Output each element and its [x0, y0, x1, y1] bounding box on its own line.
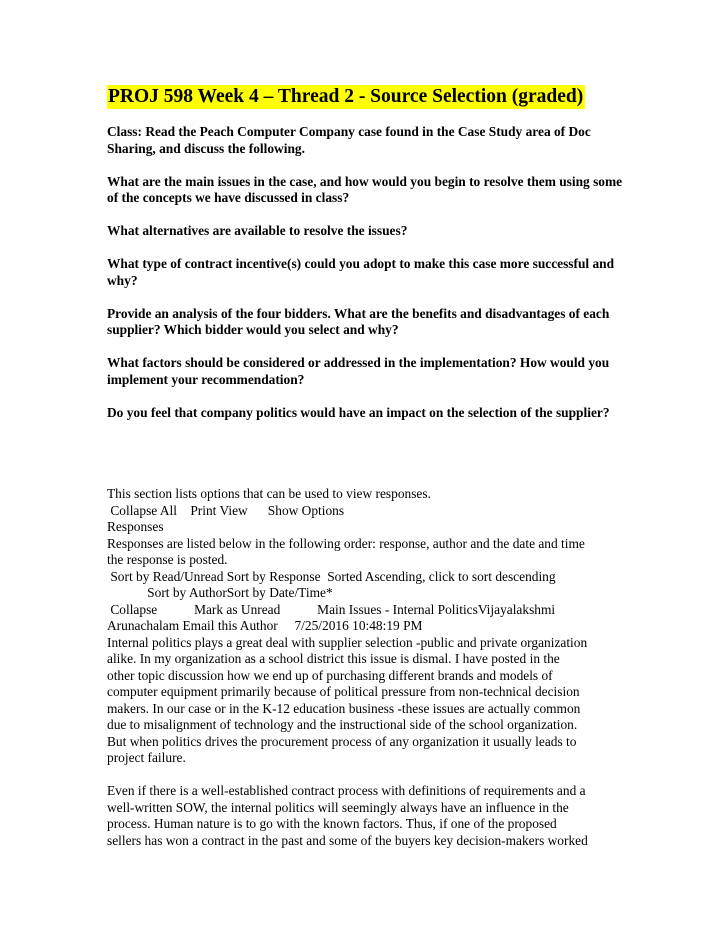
- title-block: [107, 85, 585, 109]
- sort-options-row: [107, 569, 627, 586]
- question-main-issues: What are the main issues in the case, and how would you begin to resolve them using some of the concepts we have discussed in class?: [107, 173, 623, 205]
- email-author-link[interactable]: Email this Author: [182, 618, 278, 633]
- body-line: But when politics drives the procurement process of any organization it usually leads to: [107, 733, 577, 749]
- sort-response-link[interactable]: Sort by Response: [226, 568, 321, 584]
- sort-date-time-link[interactable]: Sort by Date/Time*: [226, 585, 333, 600]
- post-subject-author: Main Issues - Internal PoliticsVijayalakshmi: [317, 601, 556, 617]
- post-body-paragraph-2: [107, 783, 627, 849]
- question-implementation: What factors should be considered or addressed in the implementation? How would you implement your recommendation?: [107, 355, 610, 387]
- post-collapse-link[interactable]: Collapse: [110, 601, 158, 617]
- body-line: other topic discussion how we end up of purchasing different brands and models of: [107, 667, 553, 683]
- post-meta-row: [107, 618, 627, 635]
- responses-section: [107, 486, 627, 849]
- body-line: process. Human nature is to go with the known factors. Thus, if one of the proposed: [107, 816, 557, 831]
- responses-order-note: Responses are listed below in the following order: response, author and the date and time: [107, 535, 585, 551]
- responses-order-note-cont: the response is posted.: [107, 552, 228, 567]
- show-options-link[interactable]: Show Options: [267, 502, 345, 518]
- question-contract-incentive: What type of contract incentive(s) could you adopt to make this case more successful and why?: [107, 256, 615, 288]
- sort-options-row-2: [107, 585, 627, 602]
- sorted-ascending-link[interactable]: Sorted Ascending, click to sort descending: [327, 568, 556, 584]
- mark-unread-link[interactable]: Mark as Unread: [194, 601, 281, 617]
- print-view-link[interactable]: Print View: [190, 502, 248, 518]
- body-line: project failure.: [107, 750, 186, 765]
- post-header-row: [107, 602, 627, 619]
- body-line: well-written SOW, the internal politics will seemingly always have an influence in the: [107, 799, 569, 815]
- post-timestamp: 7/25/2016 10:48:19 PM: [294, 618, 423, 633]
- responses-intro: This section lists options that can be used to view responses.: [107, 486, 431, 501]
- sort-author-link[interactable]: Sort by Author: [147, 585, 227, 600]
- question-alternatives: What alternatives are available to resolve the issues?: [107, 223, 408, 238]
- paragraph-spacer: [107, 767, 627, 784]
- collapse-all-link[interactable]: Collapse All: [110, 502, 177, 518]
- question-bidders-analysis: Provide an analysis of the four bidders. What are the benefits and disadvantages of each supplier? Which bidder would you select and why?: [107, 305, 610, 337]
- post-body-paragraph-1: [107, 635, 627, 767]
- body-line: makers. In our case or in the K-12 education business -these issues are actually common: [107, 700, 581, 716]
- post-author-name: Arunachalam: [107, 618, 180, 633]
- question-class-instructions: Class: Read the Peach Computer Company case found in the Case Study area of Doc Sharing, and discuss the following.: [107, 124, 591, 156]
- body-line: Internal politics plays a great deal with supplier selection -public and private organization: [107, 634, 588, 650]
- body-line: due to misalignment of technology and the instructional side of the school organization.: [107, 717, 578, 732]
- body-line: computer equipment primarily because of political pressure from non-technical decision: [107, 684, 580, 699]
- sort-read-unread-link[interactable]: Sort by Read/Unread: [110, 568, 224, 584]
- body-line: sellers has won a contract in the past and some of the buyers key decision-makers worked: [107, 832, 588, 848]
- question-company-politics: Do you feel that company politics would have an impact on the selection of the supplier?: [107, 404, 610, 420]
- question-list: [107, 124, 627, 438]
- responses-heading: Responses: [107, 519, 164, 534]
- view-options-row: [107, 503, 627, 520]
- page-title: PROJ 598 Week 4 – Thread 2 - Source Selection (graded): [108, 86, 584, 107]
- body-line: alike. In my organization as a school district this issue is dismal. I have posted in the: [107, 651, 560, 666]
- body-line: Even if there is a well-established contract process with definitions of requirements and a: [107, 783, 586, 798]
